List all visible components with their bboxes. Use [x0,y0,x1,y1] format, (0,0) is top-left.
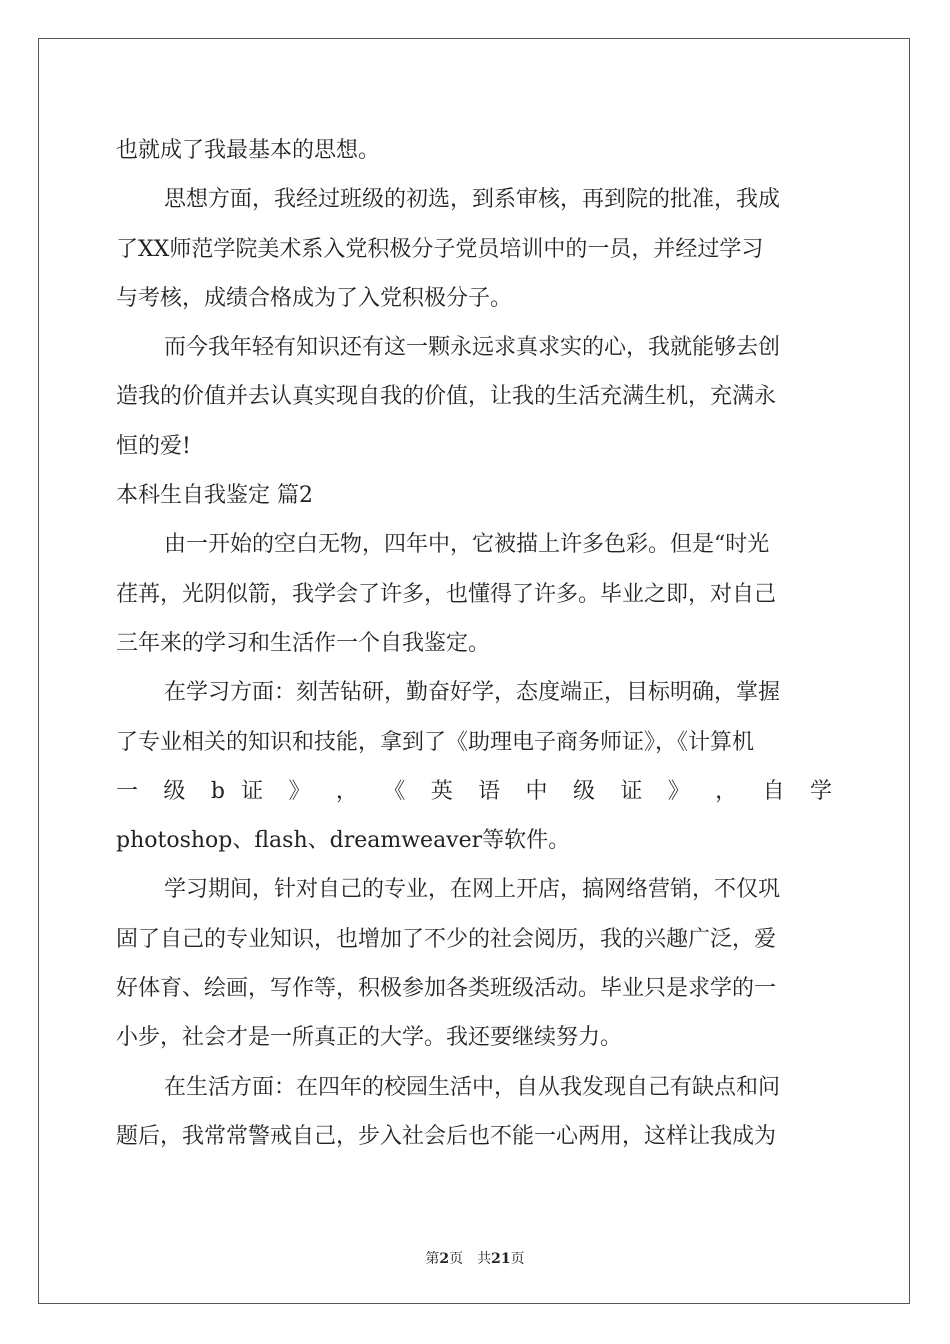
footer-suffix: 页 [510,1251,525,1267]
paragraph-start: 由一开始的空白无物，四年中，它被描上许多色彩。但是“时光 [164,532,770,558]
text-line: 三年来的学习和生活作一个自我鉴定。 [116,630,491,656]
text-line: 了专业相关的知识和技能，拿到了《助理电子商务师证》，《计算机 [116,729,755,755]
current-page-number: 2 [439,1251,450,1267]
text-line: 造我的价值并去认真实现自我的价值，让我的生活充满生机，充满永 [116,384,777,410]
text-line: 题后，我常常警戒自己，步入社会后也不能一心两用，这样让我成为 [116,1123,777,1149]
text-line: 荏苒，光阴似箭，我学会了许多，也懂得了许多。毕业之即，对自己 [116,581,777,607]
text-line: 也就成了我最基本的思想。 [116,138,381,163]
page-footer [0,1248,950,1268]
text-line: 与考核，成绩合格成为了入党积极分子。 [116,285,513,311]
paragraph-start: 在生活方面：在四年的校园生活中，自从我发现自己有缺点和问 [164,1074,781,1100]
paragraph-start: 而今我年轻有知识还有这一颗永远求真求实的心，我就能够去创 [164,335,781,361]
paragraph-start: 学习期间，针对自己的专业，在网上开店，搞网络营销，不仅巩 [164,877,781,903]
footer-mid: 页 共 [449,1251,492,1267]
total-pages-number: 21 [491,1251,511,1267]
document-body [116,126,832,1161]
footer-prefix: 第 [425,1251,440,1267]
text-line: 固了自己的专业知识，也增加了不少的社会阅历，我的兴趣广泛，爱 [116,926,777,952]
text-line: 小步，社会才是一所真正的大学。我还要继续努力。 [116,1025,623,1051]
paragraph-start: 在学习方面：刻苦钻研，勤奋好学，态度端正，目标明确，掌握 [164,680,781,706]
text-line: photoshop、flash、dreamweaver等软件。 [116,828,571,854]
text-line-justified: 一 级 b 证 》 ， 《 英 语 中 级 证 》 ， 自 学 [116,778,832,804]
section-heading: 本科生自我鉴定 篇2 [116,483,313,509]
text-line: 恒的爱! [116,433,191,459]
paragraph-start: 思想方面，我经过班级的初选，到系审核，再到院的批准，我成 [164,187,781,213]
text-line: 了XX师范学院美术系入党积极分子党员培训中的一员，并经过学习 [116,236,764,262]
text-line: 好体育、绘画，写作等，积极参加各类班级活动。毕业只是求学的一 [116,976,777,1002]
